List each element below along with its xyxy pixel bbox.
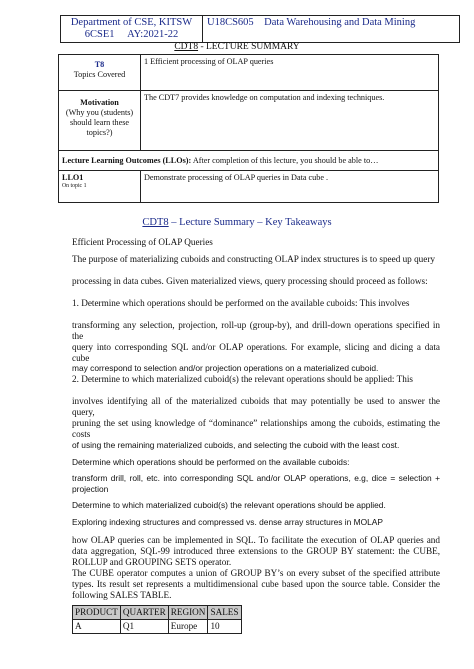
llo1-label: LLO1 (62, 173, 84, 182)
topics-value: 1 Efficient processing of OLAP queries (141, 55, 439, 91)
sales-header-quarter: QUARTER (120, 606, 168, 620)
para-line-8: involves identifying all of the materialized cuboids that may potentially be used to answer the query, (72, 396, 440, 417)
department-cell (61, 16, 203, 43)
topics-label: Topics Covered (73, 70, 126, 79)
sales-header-row (73, 606, 242, 620)
sales-header-product: PRODUCT (73, 606, 121, 620)
sales-table (72, 605, 242, 634)
takeaways-code: CDT8 (142, 217, 169, 228)
para-line-10: of using the remaining materialized cuboids, and selecting the cuboid with the least cost. (72, 440, 400, 450)
topics-label-cell (59, 55, 141, 91)
course-title: U18CS605 Data Warehousing and Data Mining (203, 16, 460, 43)
cdt-code: CDT8 (174, 42, 199, 52)
motivation-label-cell (59, 91, 141, 151)
lecture-info-table (58, 54, 439, 203)
para-line-15: how OLAP queries can be implemented in SQL. To facilitate the execution of OLAP queries and data aggregation, SQL-99 introduced three extensions to the GROUP BY statement: the CUBE, ROLLUP and GROUPING SETS operator. (72, 535, 440, 567)
llo-heading (59, 151, 439, 171)
para-line-1: The purpose of materializing cuboids and constructing OLAP index structures is to speed up query (72, 254, 435, 264)
motivation-sub: (Why you (students) should learn these topics?) (65, 108, 134, 137)
sales-header-sales: SALES (208, 606, 241, 620)
llo1-topic: On topic 1 (62, 183, 87, 189)
para-line-4: transforming any selection, projection, roll-up (group-by), and drill-down operations specified in the (72, 320, 440, 341)
para-line-5: query into corresponding SQL and/or OLAP operations. For example, slicing and dicing a data cube (72, 342, 440, 363)
llo1-value: Demonstrate processing of OLAP queries in Data cube . (141, 171, 439, 203)
lecture-summary-heading (0, 42, 474, 52)
llo1-label-cell (59, 171, 141, 203)
para-line-11: Determine which operations should be performed on the available cuboids: (72, 457, 350, 467)
class-year: 6CSE1 AY:2021-22 (84, 29, 179, 40)
para-line-7: 2. Determine to which materialized cuboid(s) the relevant operations should be applied: This (72, 374, 413, 384)
department-name: Department of CSE, KITSW (70, 17, 193, 28)
table-row (73, 620, 242, 634)
para-line-13: Determine to which materialized cuboid(s) the relevant operations should be applied. (72, 500, 386, 510)
para-line-16: The CUBE operator computes a union of GROUP BY’s on every subset of the specified attribute types. Its result set represents a multidimensional cube based upon the source table. Consider the following SALES TABLE. (72, 568, 440, 600)
para-line-9: pruning the set using knowledge of “dominance” relationships among the cuboids, estimating the costs (72, 418, 440, 439)
topic-code: T8 (94, 60, 105, 69)
motivation-value: The CDT7 provides knowledge on computation and indexing techniques. (141, 91, 439, 151)
llo-text: After completion of this lecture, you should be able to… (191, 155, 379, 165)
takeaways-title-text: – Lecture Summary – Key Takeaways (168, 217, 332, 228)
motivation-label: Motivation (80, 98, 119, 107)
para-line-12: transform drill, roll, etc. into corresponding SQL and/or OLAP operations, e.g, dice = selection + projection (72, 473, 440, 494)
lecture-summary-suffix: - LECTURE SUMMARY (198, 42, 300, 52)
sales-cell-product: A (73, 620, 121, 634)
sales-cell-quarter: Q1 (120, 620, 168, 634)
para-line-6: may correspond to selection and/or projection operations on a materialized cuboid. (72, 363, 379, 373)
sales-header-region: REGION (168, 606, 208, 620)
para-line-2: processing in data cubes. Given materialized views, query processing should proceed as follows: (72, 276, 428, 286)
sales-cell-region: Europe (168, 620, 208, 634)
llo-label: Lecture Learning Outcomes (LLOs): (62, 155, 192, 165)
takeaways-heading: Efficient Processing of OLAP Queries (72, 237, 213, 247)
course-header (60, 15, 460, 43)
takeaways-title (0, 217, 474, 228)
para-line-3: 1. Determine which operations should be performed on the available cuboids: This involves (72, 298, 410, 308)
sales-cell-sales: 10 (208, 620, 241, 634)
para-line-14: Exploring indexing structures and compressed vs. dense array structures in MOLAP (72, 517, 383, 527)
